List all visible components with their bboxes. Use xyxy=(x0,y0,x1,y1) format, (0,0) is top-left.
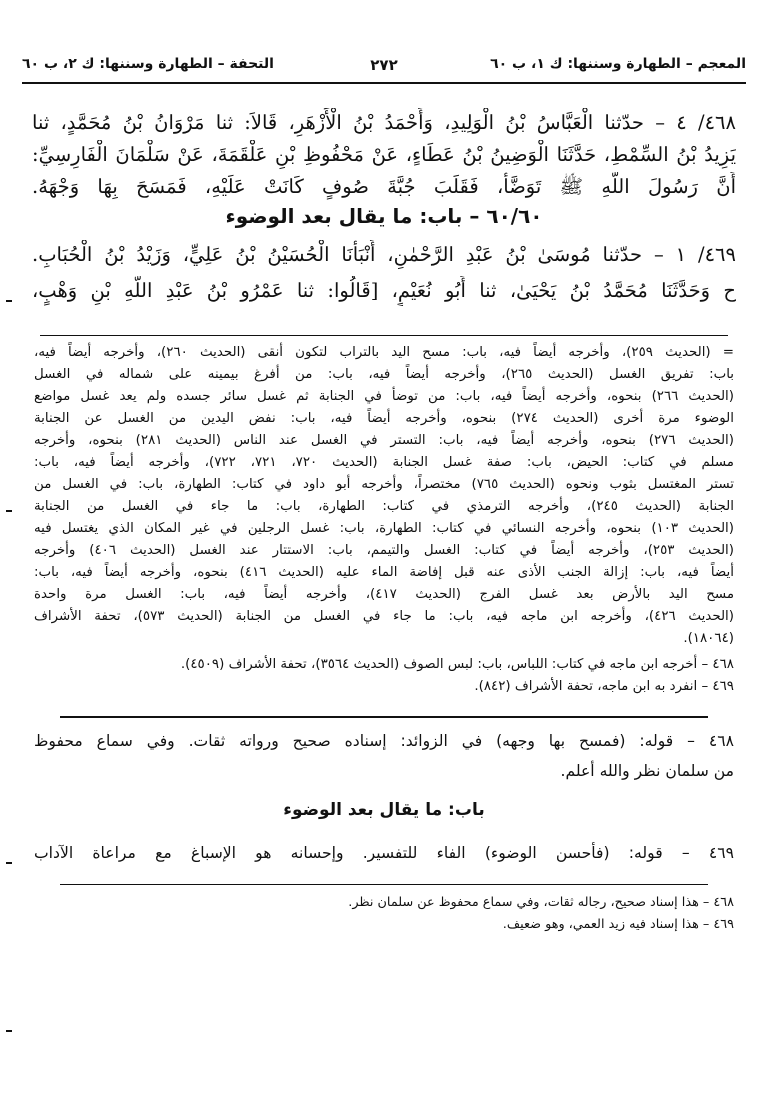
page-header xyxy=(22,56,746,78)
scan-margin-mark xyxy=(6,1030,12,1032)
footnote-469: ٤٦٩ – انفرد به ابن ماجه، تحفة الأشراف (٨٤٢). xyxy=(474,679,734,694)
footnote-line-1: = (الحديث ٢٥٩)، وأخرجه أيضاً فيه، باب: مسح اليد بالتراب لتكون أنقى (الحديث ٢٦٠)، وأخرجه أيضاً فيه، xyxy=(34,345,734,360)
footnote-line-9: (الحديث ١٠٣) بنحوه، وأخرجه النسائي في كتاب: الطهارة، باب: غسل الرجلين في غير المكان الذي يغتسل فيه xyxy=(34,521,734,536)
scan-margin-mark xyxy=(6,510,12,512)
scan-margin-mark xyxy=(6,300,12,302)
header-left-title: التحفة – الطهارة وسننها: ك ٢، ب ٦٠ xyxy=(22,56,274,72)
footnote-line-11: أيضاً فيه، باب: إزالة الجنب الأذى عنه قبل إفاضة الماء عليه (الحديث ٤١٦) بنحوه، وأخرجه أيضاً فيه، باب: xyxy=(34,565,734,580)
footnote-line-4: الوضوء مرة أخرى (الحديث ٢٧٤) بنحوه، وأخرجه أيضاً فيه، باب: نفض اليدين من الغسل عن الجنابة xyxy=(34,411,734,426)
commentary-chapter-title: باب: ما يقال بعد الوضوء xyxy=(283,800,485,820)
bottom-note-469: ٤٦٩ – هذا إسناد فيه زيد العمي، وهو ضعيف. xyxy=(502,917,734,932)
commentary-469-line: ٤٦٩ – قوله: (فأحسن الوضوء) الفاء للتفسير. وإحسانه هو الإسباغ مع مراعاة الآداب xyxy=(34,844,734,862)
page-number: ٢٧٢ xyxy=(370,56,398,74)
footnote-line-3: (الحديث ٢٦٦) بنحوه، وأخرجه أيضاً فيه، باب: من توضأ في الجنابة ثم غسل سائر جسده ولم يعد غسل مواضع xyxy=(34,389,734,404)
hadith-468-line-2: يَزِيدُ بْنُ السِّمْطِ، حَدَّثَنَا الْوَضِينُ بْنُ عَطَاءٍ، عَنْ مَحْفُوظِ بْنِ عَلْقَمَةَ، عَنْ سَلْمَانَ الْفَارِسِيِّ: xyxy=(32,143,736,166)
footnote-line-8: الجنابة (الحديث ٢٤٥)، وأخرجه الترمذي في كتاب: الطهارة، باب: ما جاء في الغسل من الجنابة xyxy=(34,499,734,514)
hadith-469-line-1: ٤٦٩/ ١ – حدّثنا مُوسَىٰ بْنُ عَبْدِ الرَّحْمٰنِ، أَنْبَأَنَا الْحُسَيْنُ بْنُ عَلِيٍّ، وَزَيْدُ بْنُ الْحُبَابِ. xyxy=(32,243,736,266)
chapter-title: ٦٠/٦٠ – باب: ما يقال بعد الوضوء xyxy=(225,204,543,228)
footnote-line-7: تستر المغتسل بثوب ونحوه (الحديث ٧٦٥) مختصراً، وأخرجه أبو داود في كتاب: الطهارة، باب: في الغسل من xyxy=(34,477,734,492)
footnote-line-2: باب: تفريق الغسل (الحديث ٢٦٥)، وأخرجه أيضاً فيه، باب: من أفرغ بيمينه على شماله في الغسل xyxy=(34,367,734,382)
bottom-notes-separator xyxy=(60,884,708,885)
hadith-468-line-1: ٤٦٨/ ٤ – حدّثنا الْعَبَّاسُ بْنُ الْوَلِيدِ، وَأَحْمَدُ بْنُ الْأَزْهَرِ، قَالاَ: ثنا مَرْوَانُ بْنُ مُحَمَّدٍ، ثنا xyxy=(32,111,736,134)
hadith-468-line-3: أَنَّ رَسُولَ اللَّهِ ﷺ تَوَضَّأَ، فَقَلَبَ جُبَّةَ صُوفٍ كَانَتْ عَلَيْهِ، فَمَسَحَ بِهَا وَجْهَهُ. xyxy=(32,175,736,198)
commentary-separator xyxy=(60,716,708,718)
hadith-469-line-2: ح وَحَدَّثَنَا مُحَمَّدُ بْنُ يَحْيَىٰ، ثنا أَبُو نُعَيْمٍ، [قَالُوا: ثنا عَمْرُو بْنُ عَبْدِ اللَّهِ بْنِ وَهْبٍ، xyxy=(32,279,736,302)
footnote-line-13: (الحديث ٤٢٦)، وأخرجه ابن ماجه فيه، باب: ما جاء في الغسل من الجنابة (الحديث ٥٧٣)، تحفة الأشراف xyxy=(34,609,734,624)
footnote-separator xyxy=(40,335,728,336)
footnote-line-12: مسح اليد بالأرض بعد غسل الفرج (الحديث ٤١٧)، وأخرجه أيضاً فيه، باب: الغسل مرة واحدة xyxy=(34,587,734,602)
commentary-468-line-2: من سلمان نظر والله أعلم. xyxy=(560,762,734,780)
header-rule xyxy=(22,82,746,84)
bottom-note-468: ٤٦٨ – هذا إسناد صحيح، رجاله ثقات، وفي سماع محفوظ عن سلمان نظر. xyxy=(348,895,734,910)
footnote-line-14: (١٨٠٦٤). xyxy=(683,631,734,646)
header-right-title: المعجم – الطهارة وسننها: ك ١، ب ٦٠ xyxy=(490,56,746,72)
commentary-468-line-1: ٤٦٨ – قوله: (فمسح بها وجهه) في الزوائد: إسناده صحيح ورواته ثقات. وفي سماع محفوظ xyxy=(34,732,734,750)
footnote-line-10: (الحديث ٢٥٣)، وأخرجه أيضاً في كتاب: الغسل والتيمم، باب: الاستتار عند الغسل (الحديث ٤٠٦) وأخرجه xyxy=(34,543,734,558)
footnote-line-5: (الحديث ٢٧٦) بنحوه، وأخرجه أيضاً فيه، باب: التستر في الغسل عند الناس (الحديث ٢٨١) بنحوه، وأخرجه xyxy=(34,433,734,448)
footnote-468: ٤٦٨ – أخرجه ابن ماجه في كتاب: اللباس، باب: لبس الصوف (الحديث ٣٥٦٤)، تحفة الأشراف (٤٥٠٩). xyxy=(180,657,734,672)
scan-margin-mark xyxy=(6,862,12,864)
footnote-line-6: مسلم في كتاب: الحيض، باب: صفة غسل الجنابة (الحديث ٧٢٠، ٧٢١، ٧٢٢)، وأخرجه أيضاً فيه، باب: xyxy=(34,455,734,470)
